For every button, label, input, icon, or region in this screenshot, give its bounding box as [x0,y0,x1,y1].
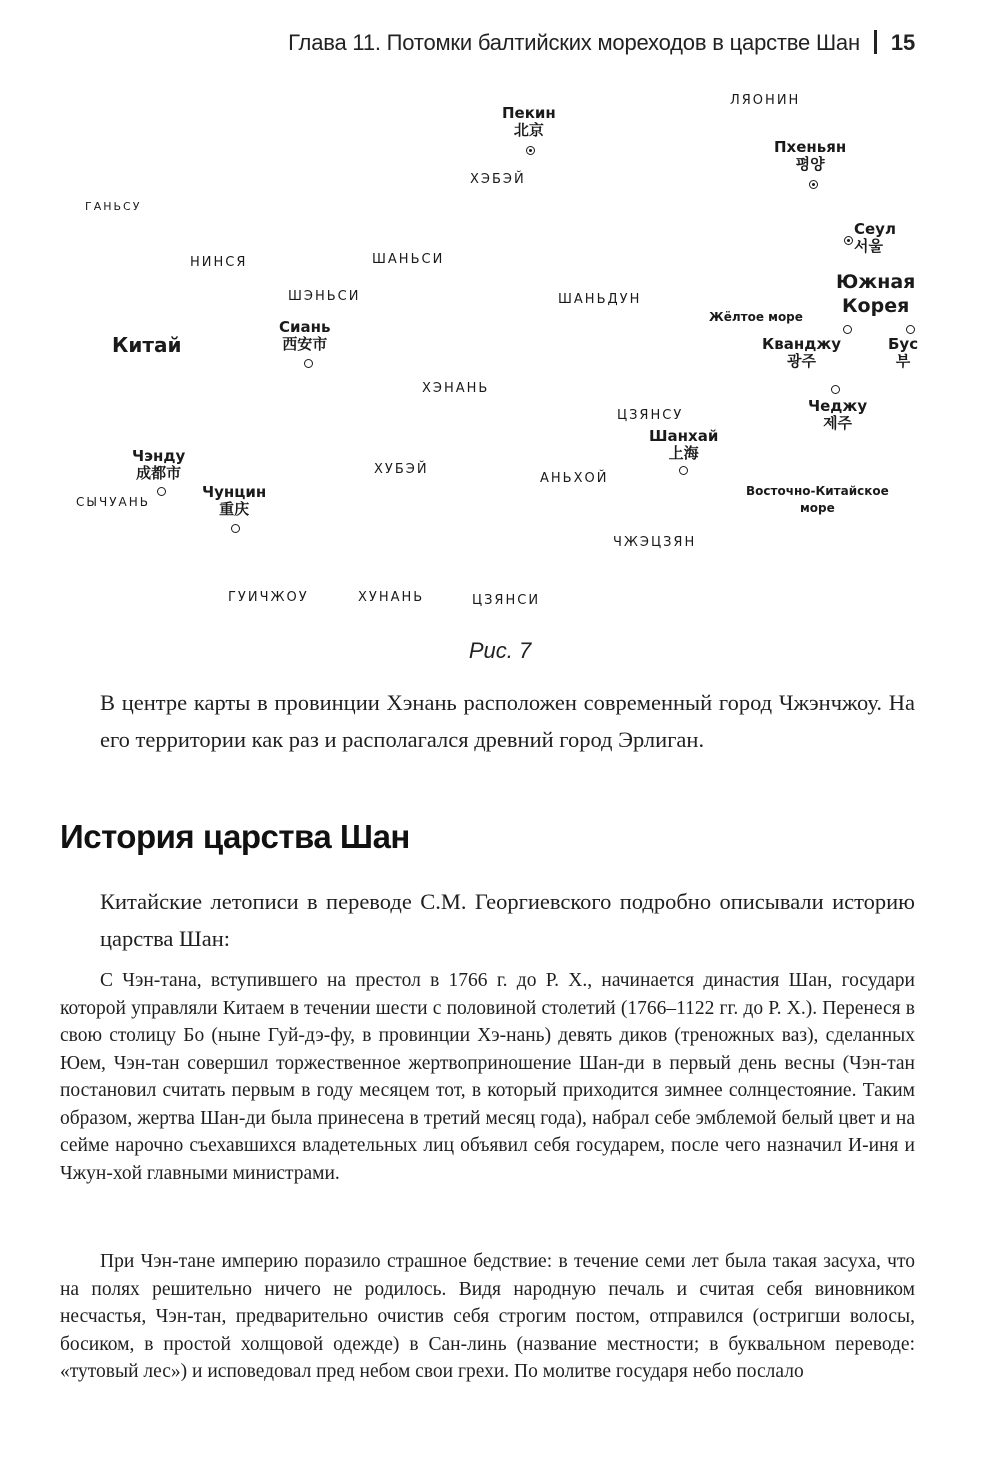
city-busan-name: Бус [888,335,919,353]
province-shaanxi: ШЭНЬСИ [288,289,361,304]
chapter-title: Глава 11. Потомки балтийских мореходов в царстве Шан [288,30,860,55]
province-gansu: ГАНЬСУ [85,200,142,213]
city-seoul-name: Сеул [854,220,896,238]
city-marker-jeju [831,385,840,394]
city-chongqing [202,484,266,519]
lead-paragraph: Китайские летописи в переводе С.М. Георгиевского подробно описывали историю царства Шан: [100,889,915,951]
city-shanghai [649,428,718,463]
city-seoul [854,221,896,256]
city-jeju [808,398,867,433]
country-south-korea-line1: Южная [836,271,916,293]
sea-east-china [746,483,889,517]
province-hubei: ХУБЭЙ [374,462,429,477]
city-marker-xian [304,359,313,368]
city-shanghai-name: Шанхай [649,427,719,445]
city-xian [279,319,331,354]
city-beijing-name: Пекин [502,104,556,122]
province-guizhou: ГУИЧЖОУ [228,590,309,605]
header-separator [874,30,877,54]
city-marker-chongqing [231,524,240,533]
city-pyongyang-native: 평양 [795,155,825,174]
city-chongqing-native: 重庆 [219,500,250,519]
quote-paragraph-1: С Чэн-тана, вступившего на престол в 1766 г. до Р. Х., начинается династия Шан, государи которой управляли Китаем в течении шести с половиной столетий (1766–1122 гг. до Р. Х.). Перенеся в свою столицу Бо (ныне Гуй-дэ-фу, в провинции Хэ-нань) девять диков (треножных ваз), сделанных Юем, Чэн-тан совершил торжественное жертвоприношение Шан-ди в первый день весны (Чэн-тан постановил считать первым в году месяцем тот, в который приходится зимнее солнцестояние. Таким образом, жертва Шан-ди была принесена в третий месяц года), набрал себе эмблемой белый цвет и на сейме нарочно съехавшихся владетельных лиц объявил себя государем, после чего назначил И-иня и Чжун-хой главными министрами. [60,970,915,1184]
capital-marker-seoul [844,236,853,245]
sea-east-china-line2: море [800,501,835,515]
city-marker-busan [906,325,915,334]
city-busan [888,336,918,371]
province-hunan: ХУНАНЬ [358,590,425,605]
capital-marker-pyongyang [809,180,818,189]
city-chengdu-name: Чэнду [132,447,186,465]
province-shandong: ШАНЬДУН [558,292,642,307]
sea-east-china-line1: Восточно-Китайское [746,484,889,498]
city-seoul-native: 서울 [854,237,883,256]
city-beijing [502,105,556,140]
city-gwangju-native: 광주 [787,352,817,371]
city-marker-gwangju [843,325,852,334]
figure-caption: Рис. 7 [468,638,532,663]
city-marker-shanghai [679,466,688,475]
city-busan-native: 부 [895,352,911,371]
city-beijing-native: 北京 [513,121,544,140]
map-figure [50,80,930,640]
page-number: 15 [890,30,915,55]
province-hebei: ХЭБЭЙ [470,172,526,187]
city-jeju-native: 제주 [823,414,853,433]
section-heading: История царства Шан [60,818,410,855]
city-gwangju [762,336,841,371]
running-header [60,30,915,64]
city-xian-native: 西安市 [282,335,328,354]
quote-paragraph-2: При Чэн-тане империю поразило страшное бедствие: в течение семи лет была такая засуха, что на полях решительно ничего не родилось. Видя народную печаль и считая себя виновником несчастья, Чэн-тан, предварительно очистив себя строгим постом, отправился (остригши волосы, босиком, в простой холщовой одежде) в Сан-линь (название местности; в буквальном переводе: «тутовый лес») и исповедовал пред небом свои грехи. По молитве государя небо послало [60,1251,915,1382]
province-jiangsu: ЦЗЯНСУ [617,408,684,423]
province-anhui: АНЬХОЙ [540,471,609,486]
province-zhejiang: ЧЖЭЦЗЯН [613,535,697,550]
city-xian-name: Сиань [279,318,331,336]
city-chengdu-native: 成都市 [136,464,182,483]
capital-marker-beijing [526,146,535,155]
sea-yellow: Жёлтое море [709,310,803,324]
country-south-korea [836,270,915,318]
city-marker-chengdu [157,487,166,496]
intro-paragraph: В центре карты в провинции Хэнань расположен современный город Чжэнчжоу. На его территории как раз и располагался древний город Эрлиган. [100,690,915,752]
province-henan: ХЭНАНЬ [422,381,490,396]
country-south-korea-line2: Корея [842,295,910,317]
province-jiangxi: ЦЗЯНСИ [472,593,541,608]
city-shanghai-native: 上海 [668,444,699,463]
province-ningxia: НИНСЯ [190,255,248,270]
city-chongqing-name: Чунцин [202,483,267,501]
province-liaoning: ЛЯОНИН [730,93,801,108]
country-china: Китай [112,333,182,357]
province-sichuan: СЫЧУАНЬ [76,495,150,509]
city-jeju-name: Чеджу [808,397,868,415]
province-shanxi: ШАНЬСИ [372,252,445,267]
city-pyongyang-name: Пхеньян [774,138,847,156]
city-pyongyang [774,139,846,174]
city-gwangju-name: Кванджу [762,335,842,353]
city-chengdu [132,448,185,483]
